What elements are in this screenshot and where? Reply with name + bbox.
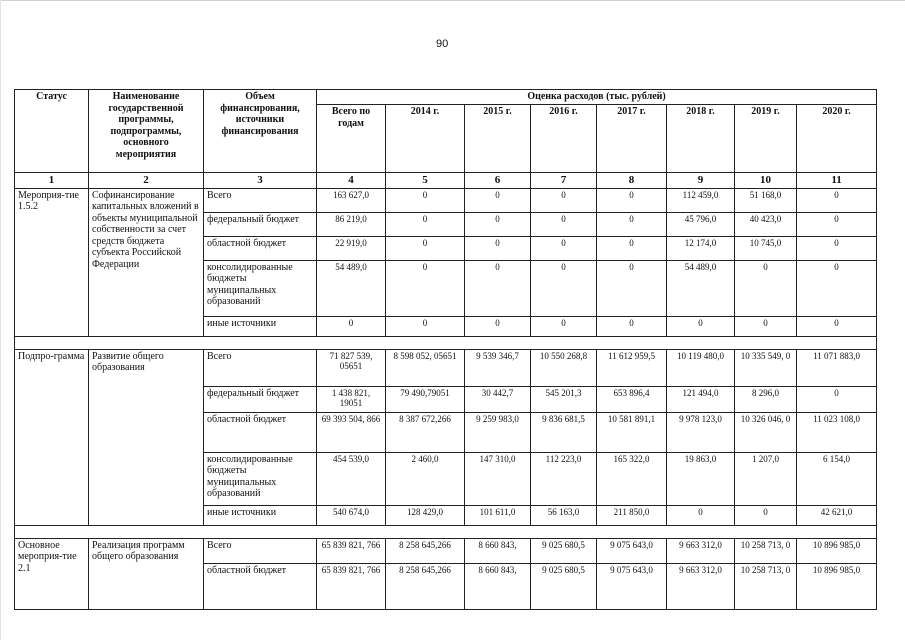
group-spacer: [15, 525, 877, 538]
value-cell: 112 459,0: [667, 188, 735, 212]
column-number: 2: [89, 173, 204, 189]
column-number: 10: [735, 173, 797, 189]
scan-edge-left: [0, 0, 1, 640]
value-cell: 0: [531, 188, 597, 212]
funding-source-cell: иные источники: [204, 505, 317, 525]
scan-edge-top: [0, 0, 905, 1]
value-cell: 0: [531, 260, 597, 316]
value-cell: 0: [667, 316, 735, 336]
value-cell: 8 660 843,: [465, 563, 531, 609]
value-cell: 11 612 959,5: [597, 349, 667, 386]
value-cell: 10 258 713, 0: [735, 563, 797, 609]
column-number: 7: [531, 173, 597, 189]
value-cell: 86 219,0: [317, 212, 386, 236]
funding-source-cell: иные источники: [204, 316, 317, 336]
value-cell: 0: [797, 212, 877, 236]
group-spacer: [15, 336, 877, 349]
value-cell: 0: [317, 316, 386, 336]
value-cell: 42 621,0: [797, 505, 877, 525]
value-cell: 0: [465, 316, 531, 336]
page-number: 90: [436, 38, 449, 50]
value-cell: 0: [465, 188, 531, 212]
value-cell: 0: [531, 212, 597, 236]
value-cell: 0: [597, 188, 667, 212]
value-cell: 0: [597, 316, 667, 336]
value-cell: 10 119 480,0: [667, 349, 735, 386]
value-cell: 11 071 883,0: [797, 349, 877, 386]
funding-source-cell: Всего: [204, 538, 317, 563]
value-cell: 10 581 891,1: [597, 412, 667, 452]
value-cell: 10 550 268,8: [531, 349, 597, 386]
value-cell: 0: [465, 236, 531, 260]
funding-source-cell: областной бюджет: [204, 563, 317, 609]
column-number: 6: [465, 173, 531, 189]
value-cell: 8 660 843,: [465, 538, 531, 563]
value-cell: 0: [386, 236, 465, 260]
value-cell: 9 663 312,0: [667, 538, 735, 563]
group-spacer-cell: [15, 336, 877, 349]
value-cell: 40 423,0: [735, 212, 797, 236]
value-cell: 540 674,0: [317, 505, 386, 525]
value-cell: 9 025 680,5: [531, 538, 597, 563]
header-year: Всего по годам: [317, 105, 386, 173]
value-cell: 0: [735, 260, 797, 316]
table-row: [15, 538, 877, 563]
value-cell: 0: [465, 212, 531, 236]
value-cell: 45 796,0: [667, 212, 735, 236]
value-cell: 56 163,0: [531, 505, 597, 525]
value-cell: 10 896 985,0: [797, 563, 877, 609]
program-name-cell: Развитие общего образования: [89, 349, 204, 525]
value-cell: 0: [386, 316, 465, 336]
value-cell: 10 745,0: [735, 236, 797, 260]
value-cell: 19 863,0: [667, 452, 735, 505]
value-cell: 54 489,0: [667, 260, 735, 316]
column-number: 9: [667, 173, 735, 189]
funding-source-cell: консолидированные бюджеты муниципальных образований: [204, 260, 317, 316]
header-name: Наименование государственной программы, подпрограммы, основного мероприятия: [89, 90, 204, 173]
value-cell: 0: [735, 505, 797, 525]
group-spacer-cell: [15, 525, 877, 538]
budget-table: [14, 89, 877, 610]
value-cell: 0: [531, 236, 597, 260]
value-cell: 653 896,4: [597, 386, 667, 412]
status-cell: Мероприя-тие 1.5.2: [15, 188, 89, 336]
funding-source-cell: Всего: [204, 349, 317, 386]
funding-source-cell: областной бюджет: [204, 236, 317, 260]
header-year: 2017 г.: [597, 105, 667, 173]
value-cell: 9 259 983,0: [465, 412, 531, 452]
value-cell: 0: [531, 316, 597, 336]
column-number: 4: [317, 173, 386, 189]
header-status: Статус: [15, 90, 89, 173]
value-cell: 9 025 680,5: [531, 563, 597, 609]
program-name-cell: Софинансирование капитальных вложений в объекты муниципальной собственности за счет средств бюджета субъекта Российской Федерации: [89, 188, 204, 336]
value-cell: 2 460,0: [386, 452, 465, 505]
value-cell: 10 896 985,0: [797, 538, 877, 563]
value-cell: 0: [597, 236, 667, 260]
table-row: [15, 349, 877, 386]
value-cell: 1 207,0: [735, 452, 797, 505]
value-cell: 11 023 108,0: [797, 412, 877, 452]
value-cell: 0: [667, 505, 735, 525]
value-cell: 65 839 821, 766: [317, 563, 386, 609]
value-cell: 0: [797, 236, 877, 260]
value-cell: 9 075 643,0: [597, 563, 667, 609]
value-cell: 0: [386, 260, 465, 316]
table-row: [15, 188, 877, 212]
value-cell: 101 611,0: [465, 505, 531, 525]
value-cell: 8 598 052, 05651: [386, 349, 465, 386]
header-estimate: Оценка расходов (тыс. рублей): [317, 90, 877, 105]
value-cell: 9 836 681,5: [531, 412, 597, 452]
value-cell: 8 387 672,266: [386, 412, 465, 452]
header-volume: Объем финансирования, источники финансирования: [204, 90, 317, 173]
value-cell: 0: [386, 188, 465, 212]
header-year: 2015 г.: [465, 105, 531, 173]
program-name-cell: Реализация программ общего образования: [89, 538, 204, 609]
funding-source-cell: федеральный бюджет: [204, 386, 317, 412]
value-cell: 69 393 504, 866: [317, 412, 386, 452]
column-number: 3: [204, 173, 317, 189]
value-cell: 0: [797, 316, 877, 336]
funding-source-cell: Всего: [204, 188, 317, 212]
funding-source-cell: консолидированные бюджеты муниципальных образований: [204, 452, 317, 505]
column-number-row: [15, 173, 877, 189]
value-cell: 0: [597, 260, 667, 316]
value-cell: 1 438 821, 19051: [317, 386, 386, 412]
header-year: 2018 г.: [667, 105, 735, 173]
value-cell: 6 154,0: [797, 452, 877, 505]
value-cell: 0: [797, 188, 877, 212]
column-number: 5: [386, 173, 465, 189]
column-number: 1: [15, 173, 89, 189]
value-cell: 8 258 645,266: [386, 538, 465, 563]
header-year: 2020 г.: [797, 105, 877, 173]
value-cell: 8 258 645,266: [386, 563, 465, 609]
value-cell: 9 663 312,0: [667, 563, 735, 609]
column-number: 8: [597, 173, 667, 189]
value-cell: 10 326 046, 0: [735, 412, 797, 452]
header-row-1: [15, 90, 877, 105]
value-cell: 9 539 346,7: [465, 349, 531, 386]
value-cell: 147 310,0: [465, 452, 531, 505]
value-cell: 0: [465, 260, 531, 316]
status-cell: Подпро-грамма: [15, 349, 89, 525]
value-cell: 71 827 539, 05651: [317, 349, 386, 386]
funding-source-cell: областной бюджет: [204, 412, 317, 452]
value-cell: 128 429,0: [386, 505, 465, 525]
value-cell: 121 494,0: [667, 386, 735, 412]
value-cell: 51 168,0: [735, 188, 797, 212]
value-cell: 211 850,0: [597, 505, 667, 525]
funding-source-cell: федеральный бюджет: [204, 212, 317, 236]
value-cell: 10 335 549, 0: [735, 349, 797, 386]
value-cell: 54 489,0: [317, 260, 386, 316]
value-cell: 545 201,3: [531, 386, 597, 412]
value-cell: 79 490,79051: [386, 386, 465, 412]
value-cell: 9 978 123,0: [667, 412, 735, 452]
value-cell: 0: [597, 212, 667, 236]
value-cell: 10 258 713, 0: [735, 538, 797, 563]
header-year: 2016 г.: [531, 105, 597, 173]
value-cell: 0: [735, 316, 797, 336]
header-year: 2014 г.: [386, 105, 465, 173]
column-number: 11: [797, 173, 877, 189]
status-cell: Основное мероприя-тие 2.1: [15, 538, 89, 609]
value-cell: 112 223,0: [531, 452, 597, 505]
header-year: 2019 г.: [735, 105, 797, 173]
value-cell: 8 296,0: [735, 386, 797, 412]
table-body: [15, 90, 877, 610]
value-cell: 9 075 643,0: [597, 538, 667, 563]
value-cell: 65 839 821, 766: [317, 538, 386, 563]
value-cell: 0: [797, 386, 877, 412]
value-cell: 0: [797, 260, 877, 316]
value-cell: 165 322,0: [597, 452, 667, 505]
value-cell: 163 627,0: [317, 188, 386, 212]
value-cell: 454 539,0: [317, 452, 386, 505]
value-cell: 12 174,0: [667, 236, 735, 260]
value-cell: 30 442,7: [465, 386, 531, 412]
value-cell: 0: [386, 212, 465, 236]
value-cell: 22 919,0: [317, 236, 386, 260]
